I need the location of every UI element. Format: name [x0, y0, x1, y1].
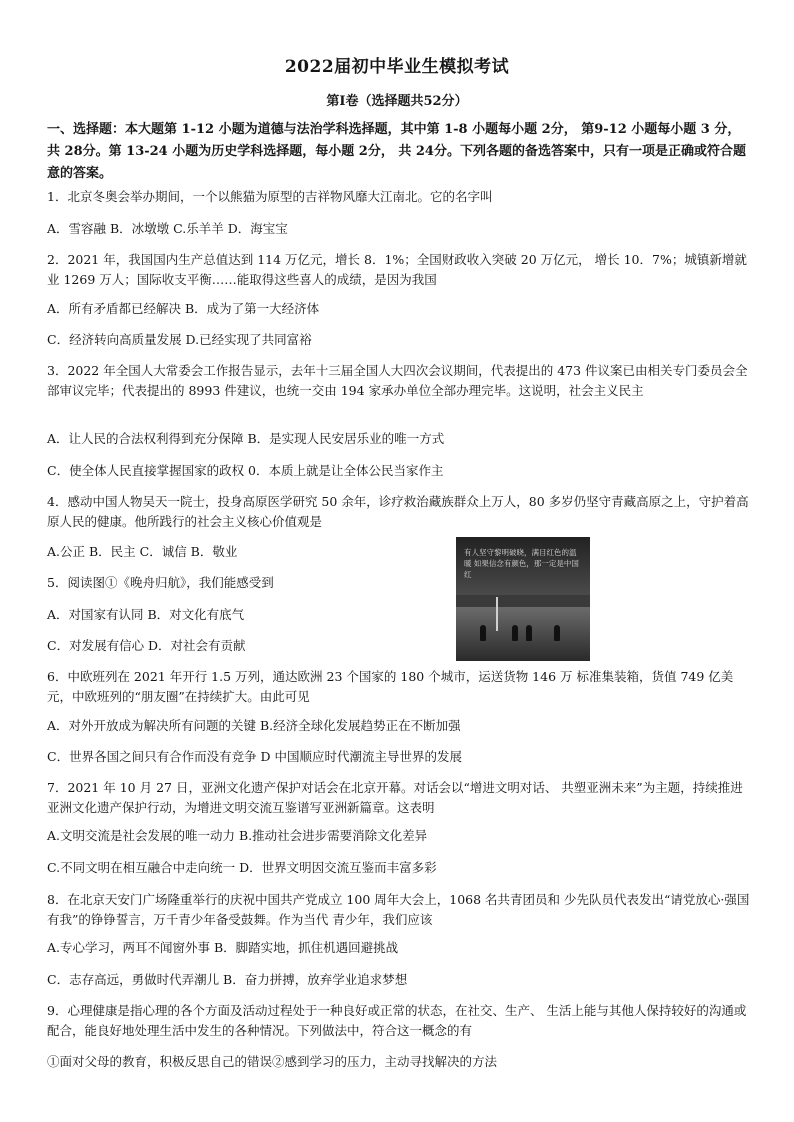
question-6-options-b: C．世界各国之间只有合作而没有竞争 D 中国顺应时代潮流主导世界的发展: [47, 749, 463, 764]
question-4-stem: 4．感动中国人物吴天一院士，投身高原医学研究 50 余年，诊疗救治藏族群众上万人，80 多岁仍坚守青藏高原之上，守护着高原人民的健康。他所践行的社会主义核心价值观是: [47, 494, 749, 529]
question-3-options-b: C．使全体人民直接掌握国家的政权 0．本质上就是让全体公民当家作主: [47, 463, 444, 478]
question-5-stem: 5．阅读图①《晚舟归航》，我们能感受到: [47, 575, 274, 590]
question-5-options-b: C．对发展有信心 D．对社会有贡献: [47, 638, 246, 653]
exam-title: 2022届初中毕业生模拟考试: [284, 57, 510, 77]
section-heading: 第Ⅰ卷（选择题共52分）: [326, 94, 468, 109]
question-7-options-b: C.不同文明在相互融合中走向统一 D．世界文明因交流互鉴而丰富多彩: [47, 860, 437, 875]
figure-ground: [456, 607, 590, 661]
question-6-stem: 6．中欧班列在 2021 年开行 1.5 万列，通达欧洲 23 个国家的 180 个城市，运送货物 146 万 标准集装箱，货值 749 亿美元，中欧班列的“朋友圈”在持续扩大。由此可见: [47, 669, 734, 704]
figure-flagpole: [496, 597, 498, 631]
figure-person: [554, 625, 560, 641]
question-7-options-a: A.文明交流是社会发展的唯一动力 B.推动社会进步需要消除文化差异: [47, 828, 428, 843]
question-1-stem: 1．北京冬奥会举办期间，一个以熊猫为原型的吉祥物风靡大江南北。它的名字叫: [47, 189, 493, 204]
question-2-options-b: C．经济转向高质量发展 D.已经实现了共同富裕: [47, 332, 312, 347]
figure-caption: 有人坚守黎明破晓，满目红色的温暖 如果信念有颜色，那一定是中国红: [464, 548, 579, 579]
question-6-options-a: A．对外开放成为解决所有问题的关键 B.经济全球化发展趋势正在不断加强: [47, 718, 461, 733]
figure-person: [512, 625, 518, 641]
question-4-options: A.公正 B．民主 C．诚信 B．敬业: [47, 544, 238, 559]
section-instructions: 一、选择题：本大题第 1-12 小题为道德与法治学科选择题，其中第 1-8 小题每小题 2分， 第9-12 小题每小题 3 分，共 28分。第 13-24 小题为历史学科选择题，每小题 2分， 共 24分。下列各题的备选答案中，只有一项是正确或符合题意的答案。: [47, 122, 746, 181]
question-9-options: ①面对父母的教育，积极反思自己的错误②感到学习的压力，主动寻找解决的方法: [47, 1054, 498, 1069]
question-2-stem: 2．2021 年，我国国内生产总值达到 114 万亿元，增长 8．1%；全国财政收入突破 20 万亿元， 增长 10．7%；城镇新增就业 1269 万人；国际收支平衡……能取得这些喜人的成绩，是因为我国: [47, 252, 747, 287]
question-8-options-a: A.专心学习，两耳不闻窗外事 B．脚踏实地，抓住机遇回避挑战: [47, 940, 399, 955]
question-2-options-a: A．所有矛盾都已经解决 B．成为了第一大经济体: [47, 301, 320, 316]
question-8-options-b: C．志存高远，勇做时代弄潮儿 B．奋力拼搏，放弃学业追求梦想: [47, 972, 408, 987]
question-5-options-a: A．对国家有认同 B．对文化有底气: [47, 607, 245, 622]
question-7-stem: 7．2021 年 10 月 27 日，亚洲文化遗产保护对话会在北京开幕。对话会以“增进文明对话、 共塑亚洲未来”为主题，持续推进亚洲文化遗产保护行动，为增进文明交流互鉴谱写亚洲新篇章。这表明: [47, 780, 743, 815]
question-3-options-a: A．让人民的合法权利得到充分保障 B．是实现人民安居乐业的唯一方式: [47, 431, 445, 446]
figure-person: [480, 625, 486, 641]
question-3-stem: 3．2022 年全国人大常委会工作报告显示，去年十三届全国人大四次会议期间，代表提出的 473 件议案已由相关专门委员会全部审议完毕；代表提出的 8993 件建议，也统一交由 194 家承办单位全部办理完毕。这说明，社会主义民主: [47, 363, 748, 398]
figure-person: [526, 625, 532, 641]
question-9-stem: 9．心理健康是指心理的各个方面及活动过程处于一种良好或正常的状态，在社交、生产、 生活上能与其他人保持较好的沟通或配合，能良好地处理生活中发生的各种情况。下列做法中，符合这一概念的有: [47, 1003, 747, 1038]
question-8-stem: 8．在北京天安门广场隆重举行的庆祝中国共产党成立 100 周年大会上，1068 名共青团员和 少先队员代表发出“请党放心·强国有我”的铮铮誓言，万千青少年备受鼓舞。作为当代 青少年，我们应该: [47, 892, 750, 927]
question-1-options: A．雪容融 B．冰墩墩 C.乐羊羊 D．海宝宝: [47, 221, 288, 236]
figure-image: [456, 537, 590, 661]
